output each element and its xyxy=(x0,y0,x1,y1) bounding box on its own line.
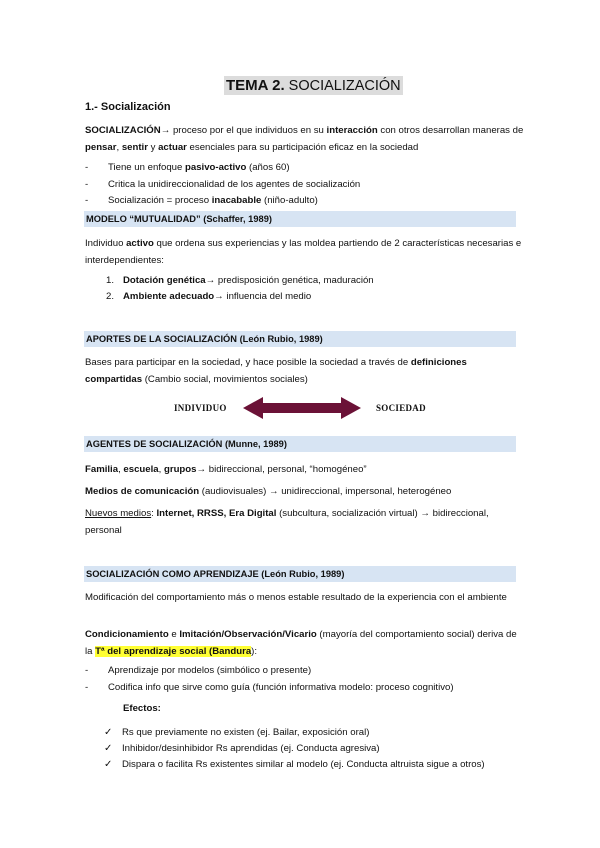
numbered-item: 2. Ambiente adecuado→ influencia del medio xyxy=(106,291,312,302)
check-icon: ✓ xyxy=(104,727,113,738)
bandura-paragraph: Condicionamiento e Imitación/Observación/Vicario (mayoría del comportamiento social) deriva de la Tª del aprendizaje social (Bandura): xyxy=(85,629,517,657)
check-icon: ✓ xyxy=(104,759,113,770)
list-item: - Tiene un enfoque pasivo-activo (años 60) xyxy=(85,162,290,173)
check-item: ✓ Rs que previamente no existen (ej. Bailar, exposición oral) xyxy=(104,724,369,741)
aportes-paragraph: Bases para participar en la sociedad, y hace posible la sociedad a través de definiciones compartidas (Cambio social, movimientos sociales) xyxy=(85,357,467,385)
list-item: - Codifica info que sirve como guía (función informativa modelo: proceso cognitivo) xyxy=(85,682,454,693)
list-item: - Critica la unidireccionalidad de los agentes de socialización xyxy=(85,179,361,190)
agentes-line-nuevos: Nuevos medios: Internet, RRSS, Era Digital (subcultura, socialización virtual) → bidireccional, personal xyxy=(85,508,489,536)
list-item: - Aprendizaje por modelos (simbólico o presente) xyxy=(85,665,312,676)
section-band-agentes: AGENTES DE SOCIALIZACIÓN (Munne, 1989) xyxy=(84,436,516,452)
double-arrow-icon xyxy=(243,397,361,419)
list-item: - Socialización = proceso inacabable (niño-adulto) xyxy=(85,195,318,206)
numbered-item: 1. Dotación genética→ predisposición genética, maduración xyxy=(106,275,374,286)
check-item: ✓ Dispara o facilita Rs existentes similar al modelo (ej. Conducta altruista sigue a otros) xyxy=(104,756,485,773)
agentes-line-medios: Medios de comunicación (audiovisuales) → unidireccional, impersonal, heterogéneo xyxy=(85,486,452,497)
check-icon: ✓ xyxy=(104,743,113,754)
page-title: TEMA 2. SOCIALIZACIÓN xyxy=(226,77,401,94)
definition-paragraph: SOCIALIZACIÓN→ proceso por el que individuos en su interacción con otros desarrollan maneras de pensar, sentir y actuar esenciales para su participación eficaz en la sociedad xyxy=(85,125,524,153)
section-band-aportes: APORTES DE LA SOCIALIZACIÓN (León Rubio, 1989) xyxy=(84,331,516,347)
check-item: ✓ Inhibidor/desinhibidor Rs aprendidas (ej. Conducta agresiva) xyxy=(104,740,380,757)
sociedad-label: SOCIEDAD xyxy=(376,403,426,413)
individuo-label: INDIVIDUO xyxy=(174,403,227,413)
section-band-aprendizaje: SOCIALIZACIÓN COMO APRENDIZAJE (León Rubio, 1989) xyxy=(84,566,516,582)
section-heading: 1.- Socialización xyxy=(85,101,171,113)
section-band-modelo: MODELO “MUTUALIDAD” (Schaffer, 1989) xyxy=(84,211,516,227)
modelo-paragraph: Individuo activo que ordena sus experiencias y las moldea partiendo de 2 características necesarias e interdependientes: xyxy=(85,238,522,266)
agentes-line-familia: Familia, escuela, grupos→ bidireccional, personal, “homogéneo” xyxy=(85,464,367,475)
aprendizaje-paragraph: Modificación del comportamiento más o menos estable resultado de la experiencia con el ambiente xyxy=(85,592,507,603)
efectos-label: Efectos: xyxy=(123,703,161,714)
